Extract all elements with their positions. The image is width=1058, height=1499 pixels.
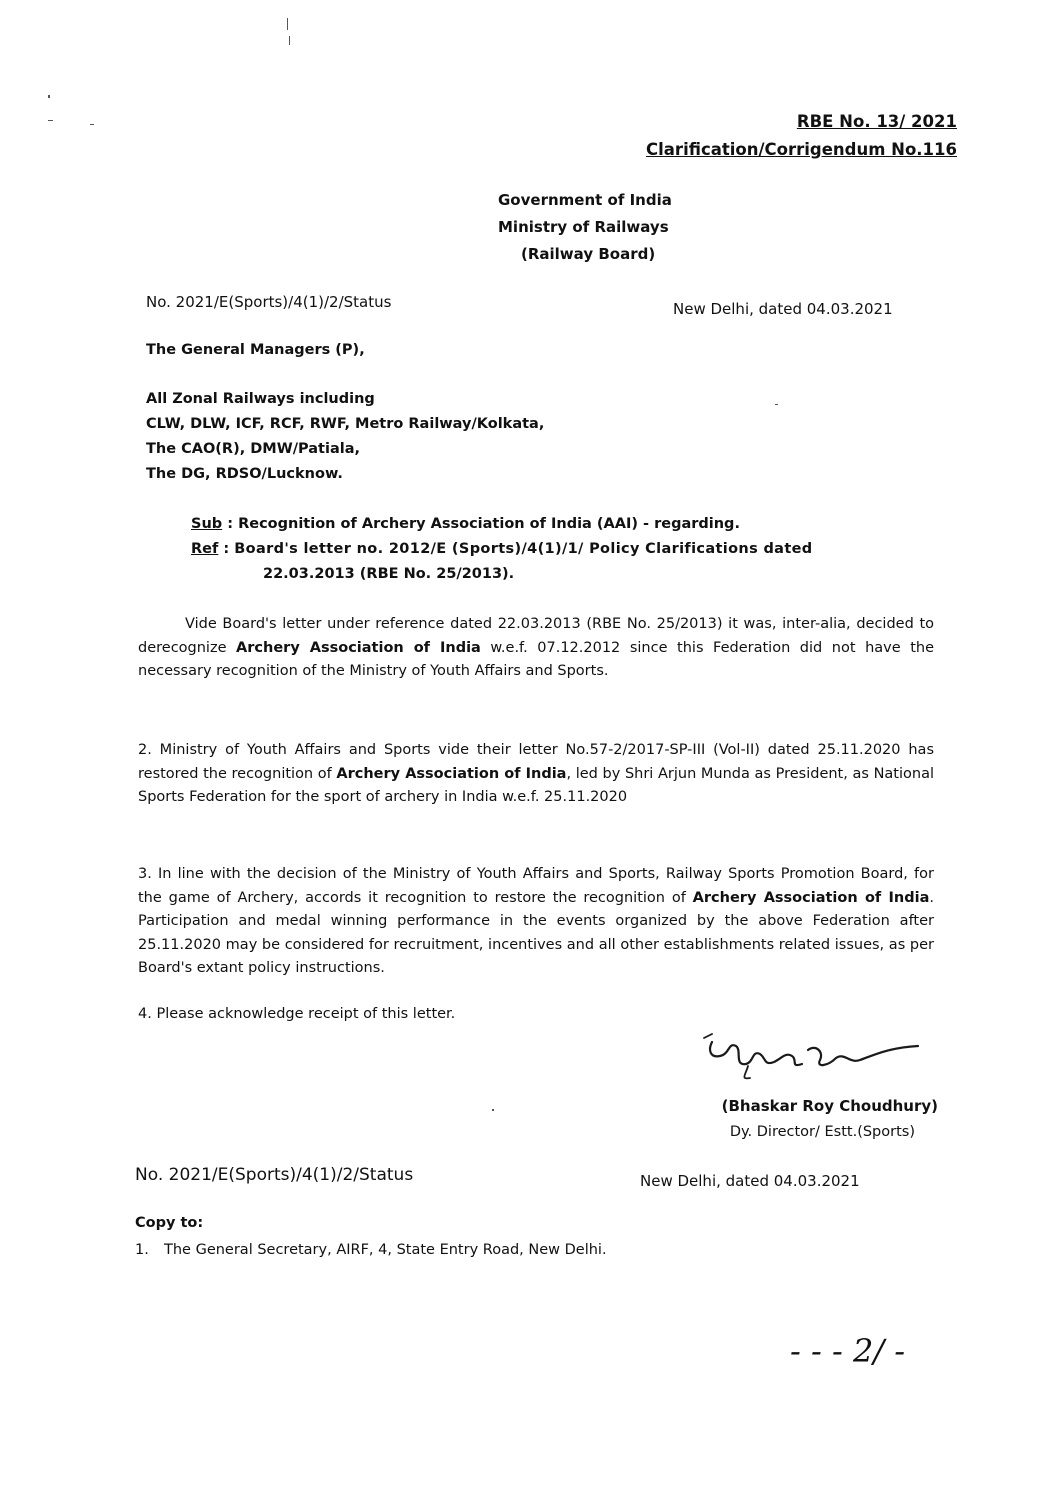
scan-speck xyxy=(775,404,778,405)
paragraph-3-emphasis: Archery Association of India xyxy=(692,889,930,906)
reference-text-continued: 22.03.2013 (RBE No. 25/2013). xyxy=(263,566,515,582)
rbe-number: RBE No. 13/ 2021 xyxy=(796,112,957,131)
reference-label: Ref xyxy=(191,541,219,557)
paragraph-1-text: w.e.f. 07.12.2012 since this Federation did not have the necessary recognition of the Ministry of Youth Affairs and Sports. xyxy=(138,639,934,679)
clarification-number: Clarification/Corrigendum No.116 xyxy=(646,140,957,159)
copy-letter-date: New Delhi, dated 04.03.2021 xyxy=(640,1172,860,1190)
copy-to-item-number: 1. xyxy=(135,1242,149,1258)
signatory-name: (Bhaskar Roy Choudhury) xyxy=(721,1097,938,1115)
addressee-line: The CAO(R), DMW/Patiala, xyxy=(146,441,360,457)
reference-separator: : xyxy=(223,541,235,557)
letter-date: New Delhi, dated 04.03.2021 xyxy=(673,300,893,318)
addressee-line: CLW, DLW, ICF, RCF, RWF, Metro Railway/Kolkata, xyxy=(146,416,545,432)
issuer-line-1: Government of India xyxy=(498,191,672,209)
paragraph-1-text: Vide Board's letter under reference dated 22.03.2013 (RBE No. 25/2013) it was, inter-alia, decided to derecognize xyxy=(138,616,934,656)
paragraph-3 xyxy=(138,863,934,981)
paragraph-1 xyxy=(138,613,934,684)
copy-to-item-text: The General Secretary, AIRF, 4, State Entry Road, New Delhi. xyxy=(164,1242,607,1258)
reference-line xyxy=(191,541,936,557)
paragraph-3-text: 3. In line with the decision of the Ministry of Youth Affairs and Sports, Railway Sports Promotion Board, for the game of Archery, accords it recognition to restore the recognition of xyxy=(138,866,934,906)
copy-letter-number: No. 2021/E(Sports)/4(1)/2/Status xyxy=(135,1165,414,1185)
issuer-line-3: (Railway Board) xyxy=(521,245,656,263)
letter-number: No. 2021/E(Sports)/4(1)/2/Status xyxy=(146,293,392,311)
handwritten-signature xyxy=(690,1030,930,1090)
reference-text: Board's letter no. 2012/E (Sports)/4(1)/1/ Policy Clarifications dated xyxy=(234,541,813,557)
paragraph-2-emphasis: Archery Association of India xyxy=(336,765,567,782)
addressee-line: All Zonal Railways including xyxy=(146,391,375,407)
issuer-line-2: Ministry of Railways xyxy=(498,218,669,236)
paragraph-2-text: 2. Ministry of Youth Affairs and Sports vide their letter No.57-2/2017-SP-III (Vol-II) dated 25.11.2020 has restored the recognition of xyxy=(138,742,934,782)
paragraph-4: 4. Please acknowledge receipt of this letter. xyxy=(138,1006,456,1022)
copy-to-heading: Copy to: xyxy=(135,1215,204,1231)
paragraph-2 xyxy=(138,739,934,810)
paragraph-2-text: , led by Shri Arjun Munda as President, as National Sports Federation for the sport of archery in India w.e.f. 25.11.2020 xyxy=(138,765,934,805)
scan-speck xyxy=(48,95,50,98)
signatory-designation: Dy. Director/ Estt.(Sports) xyxy=(729,1124,915,1140)
scan-speck xyxy=(48,120,53,121)
paragraph-3-text: . Participation and medal winning performance in the events organized by the above Federation after 25.11.2020 may be considered for recruitment, incentives and all other establishments related issues, as per Board's extant policy instructions. xyxy=(138,889,935,976)
addressee-salutation: The General Managers (P), xyxy=(146,342,365,358)
scan-speck xyxy=(287,18,288,30)
page-continuation-marker: - - - 2/ - xyxy=(790,1332,906,1370)
addressee-line: The DG, RDSO/Lucknow. xyxy=(146,466,343,482)
subject-separator: : xyxy=(227,516,239,532)
copy-to-item xyxy=(135,1242,607,1258)
paragraph-1-emphasis: Archery Association of India xyxy=(236,639,481,656)
scan-speck xyxy=(90,124,94,125)
subject-line xyxy=(191,516,740,532)
scan-speck xyxy=(289,36,290,45)
subject-label: Sub xyxy=(191,516,223,532)
subject-text: Recognition of Archery Association of India (AAI) - regarding. xyxy=(238,516,740,532)
scan-speck xyxy=(492,1109,494,1111)
